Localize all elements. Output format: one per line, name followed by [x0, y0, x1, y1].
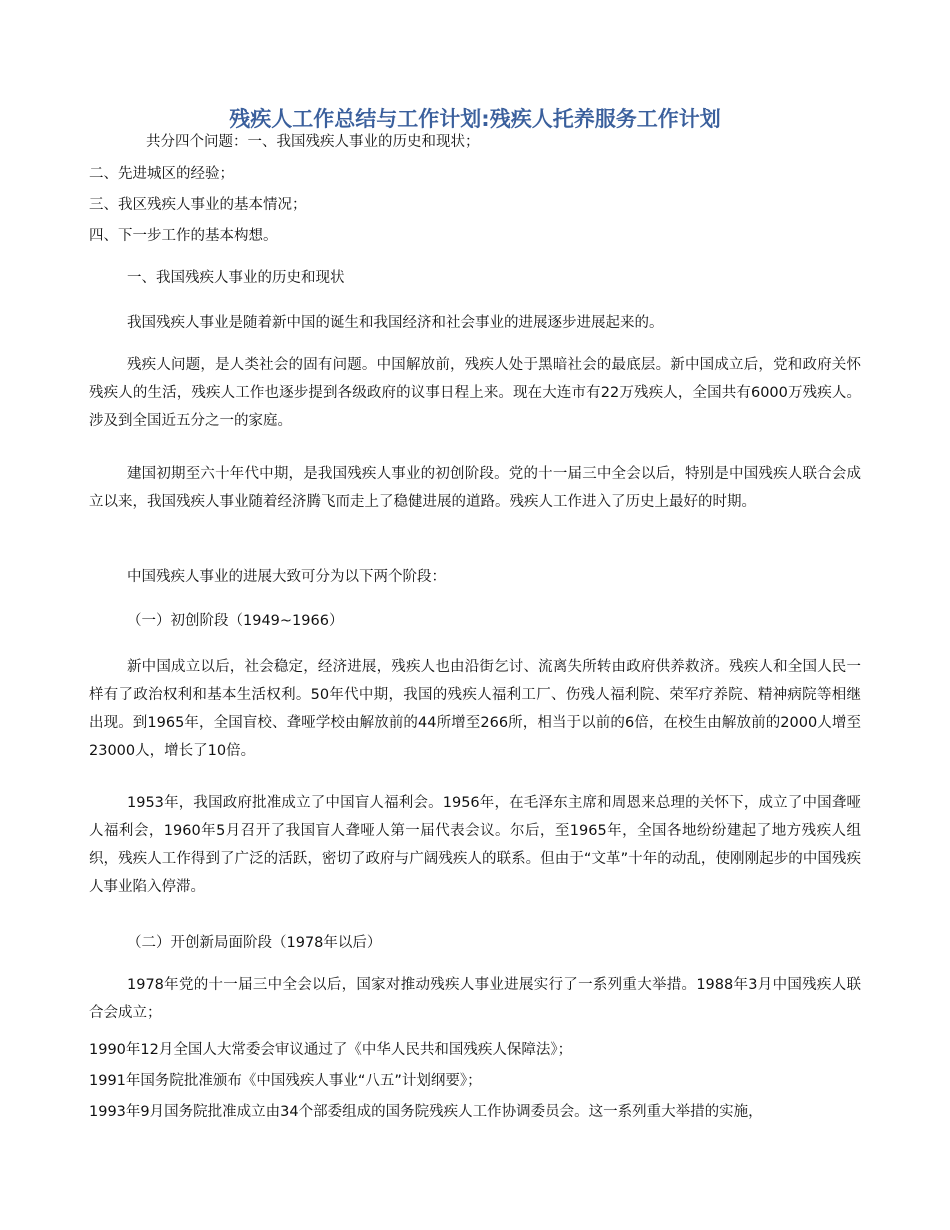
intro-line-2: 二、先进城区的经验； [89, 166, 234, 182]
intro-line-4: 四、下一步工作的基本构想。 [89, 228, 278, 244]
stage-heading-2: （二）开创新局面阶段（1978年以后） [127, 935, 382, 951]
paragraph-7: 1978年党的十一届三中全会以后，国家对推动残疾人事业进展实行了一系列重大举措。1988年3月中国残疾人联合会成立； [89, 977, 861, 1021]
paragraph-5: 新中国成立以后，社会稳定，经济进展，残疾人也由沿街乞讨、流离失所转由政府供养救济。残疾人和全国人民一样有了政治权利和基本生活权利。50年代中期，我国的残疾人福利工厂、伤残人福利院、荣军疗养院、精神病院等相继出现。到1965年，全国盲校、聋哑学校由解放前的44所增至266所，相当于以前的6倍，在校生由解放前的2000人增至23000人，增长了10倍。 [89, 659, 861, 759]
paragraph-2: 残疾人问题，是人类社会的固有问题。中国解放前，残疾人处于黑暗社会的最底层。新中国成立后，党和政府关怀残疾人的生活，残疾人工作也逐步提到各级政府的议事日程上来。现在大连市有22万残疾人，全国共有6000万残疾人。涉及到全国近五分之一的家庭。 [89, 357, 861, 429]
intro-line-1: 共分四个问题：一、我国残疾人事业的历史和现状； [146, 134, 480, 150]
paragraph-3: 建国初期至六十年代中期，是我国残疾人事业的初创阶段。党的十一届三中全会以后，特别是中国残疾人联合会成立以来，我国残疾人事业随着经济腾飞而走上了稳健进展的道路。残疾人工作进入了历史上最好的时期。 [89, 466, 861, 510]
stage-heading-1: （一）初创阶段（1949~1966） [127, 613, 344, 629]
paragraph-1: 我国残疾人事业是随着新中国的诞生和我国经济和社会事业的进展逐步进展起来的。 [127, 315, 664, 331]
section-heading-1: 一、我国残疾人事业的历史和现状 [127, 270, 345, 286]
intro-line-3: 三、我区残疾人事业的基本情况； [89, 197, 307, 213]
paragraph-4: 中国残疾人事业的进展大致可分为以下两个阶段： [127, 569, 446, 585]
document-title: 残疾人工作总结与工作计划:残疾人托养服务工作计划 [229, 107, 721, 131]
list-line-1: 1990年12月全国人大常委会审议通过了《中华人民共和国残疾人保障法》； [89, 1042, 573, 1058]
paragraph-6: 1953年，我国政府批准成立了中国盲人福利会。1956年，在毛泽东主席和周恩来总理的关怀下，成立了中国聋哑人福利会，1960年5月召开了我国盲人聋哑人第一届代表会议。尔后，至1965年，全国各地纷纷建起了地方残疾人组织，残疾人工作得到了广泛的活跃，密切了政府与广阔残疾人的联系。但由于“文革”十年的动乱，使刚刚起步的中国残疾人事业陷入停滞。 [89, 795, 861, 895]
list-line-3: 1993年9月国务院批准成立由34个部委组成的国务院残疾人工作协调委员会。这一系列重大举措的实施， [89, 1104, 763, 1120]
list-line-2: 1991年国务院批准颁布《中国残疾人事业“八五”计划纲要》； [89, 1073, 482, 1089]
